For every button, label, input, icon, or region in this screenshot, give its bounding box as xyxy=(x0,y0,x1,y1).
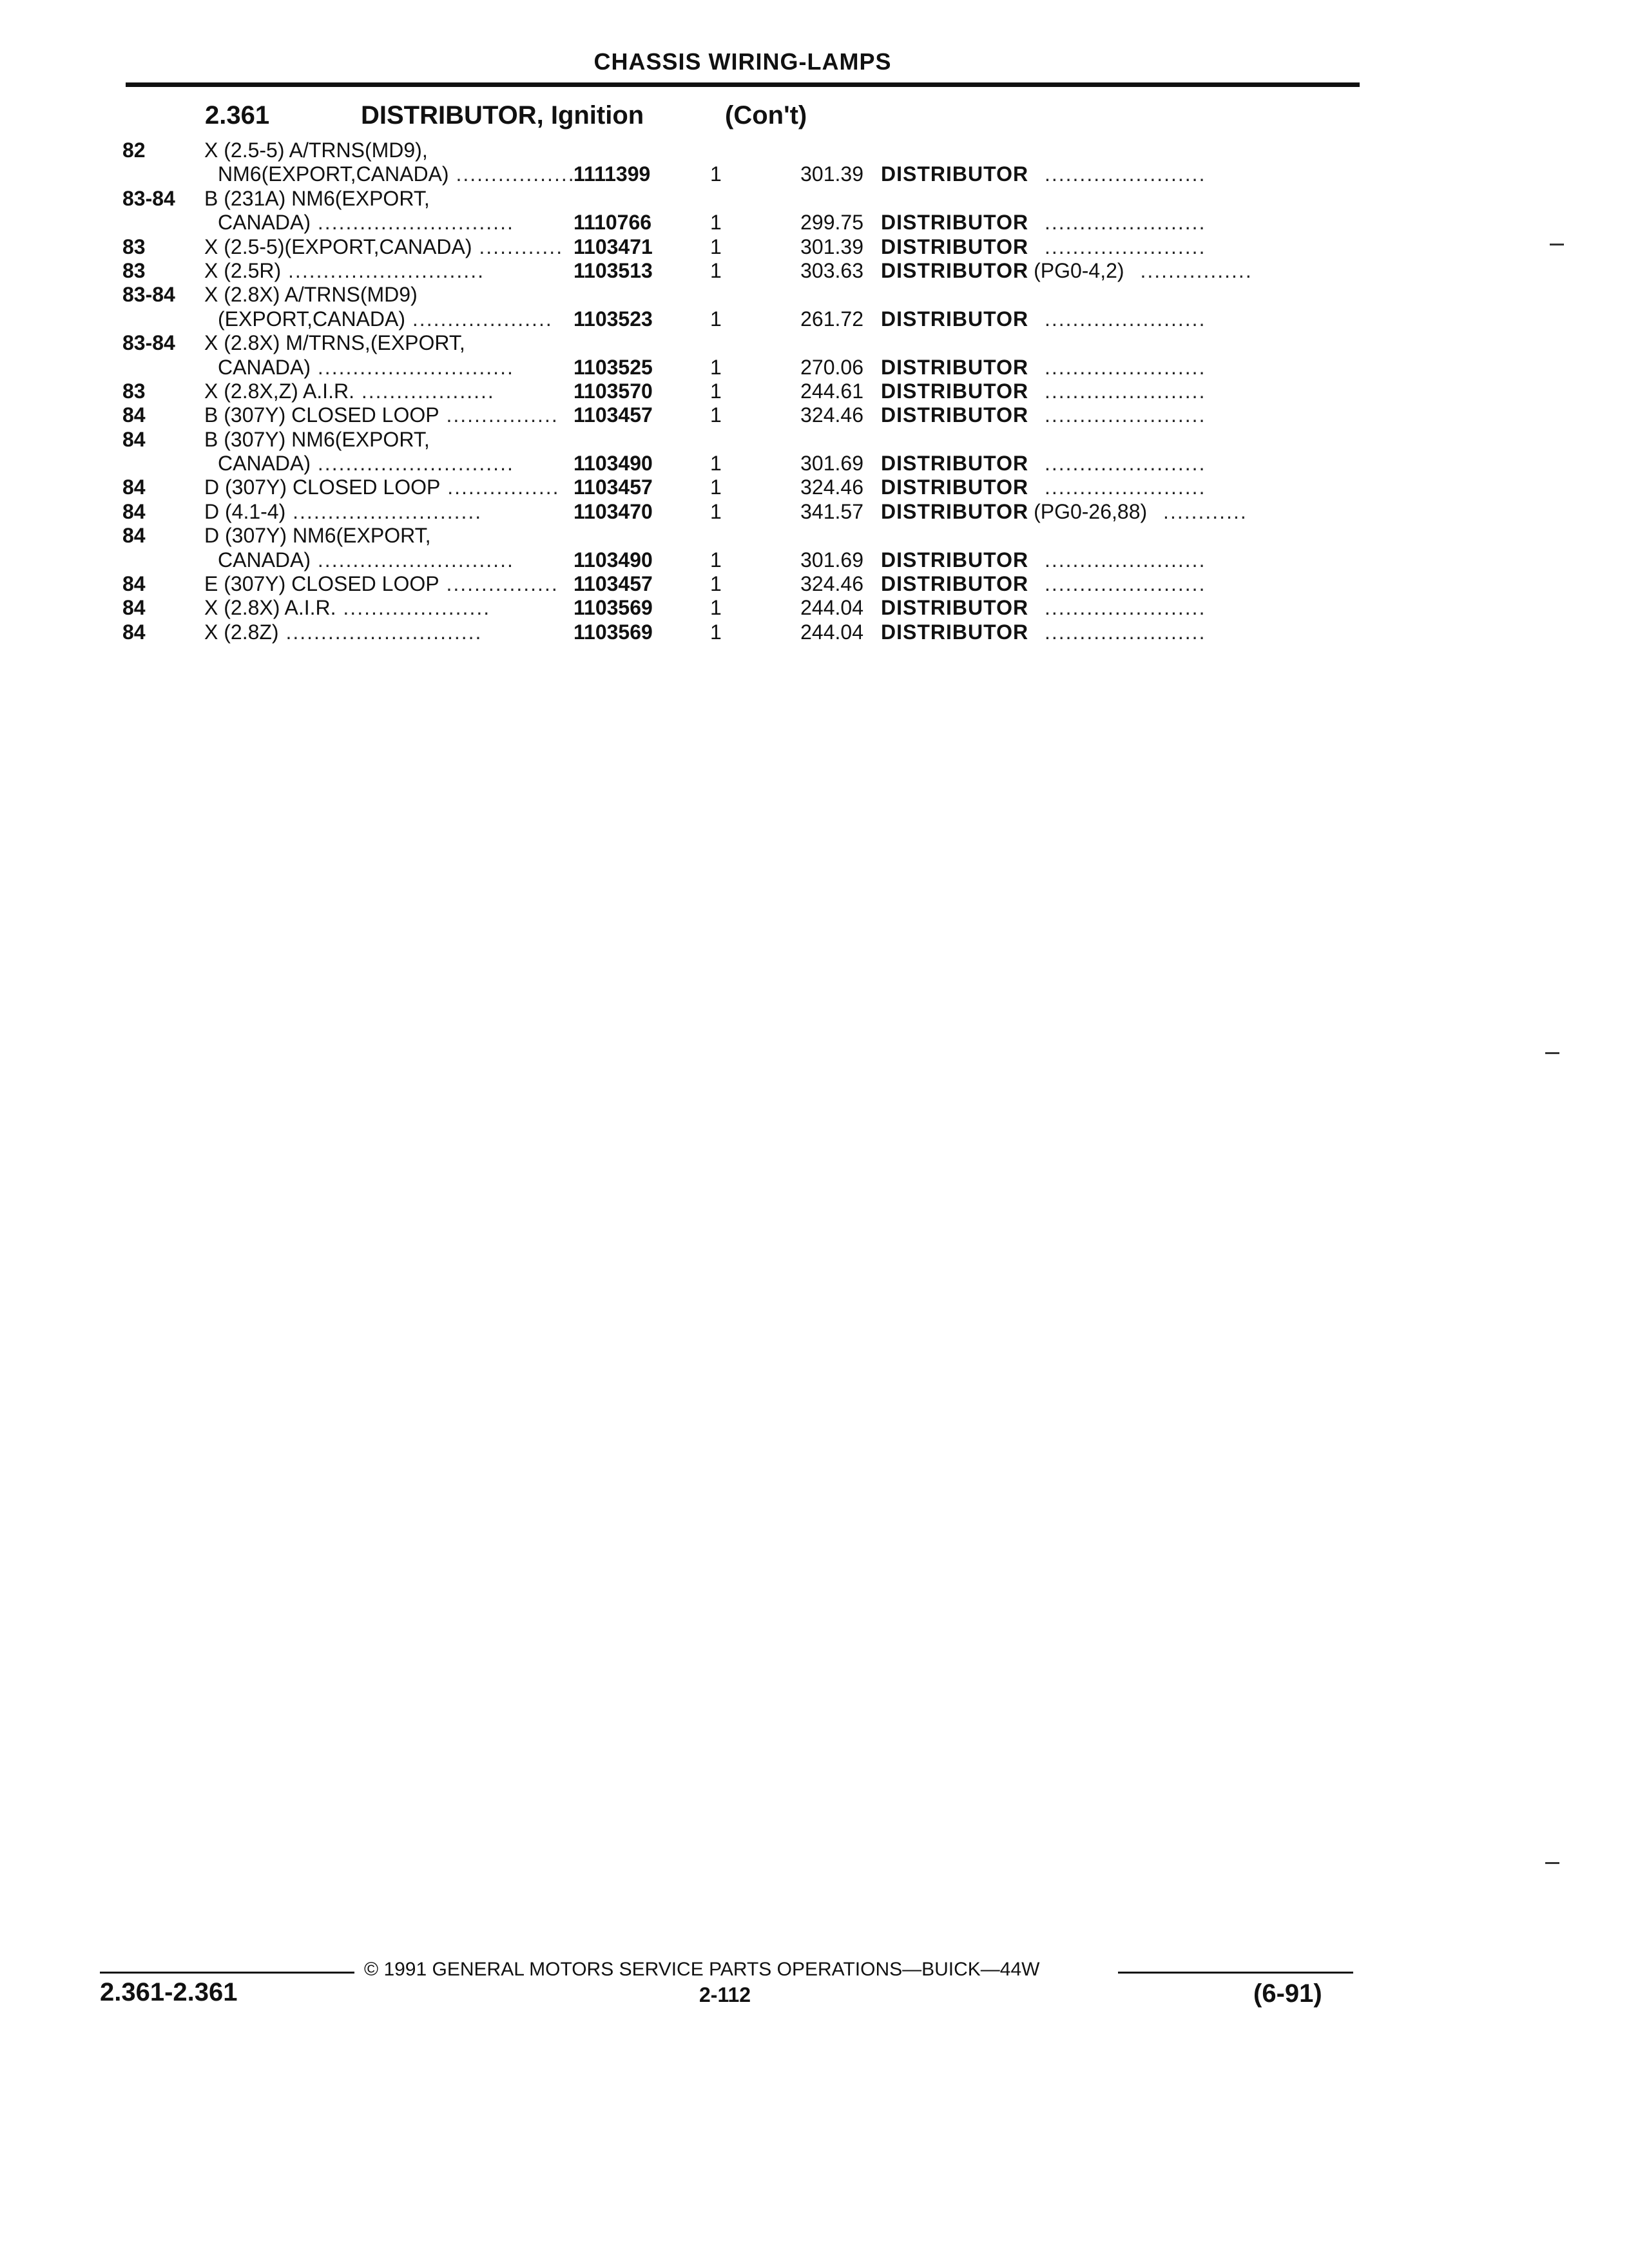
description-cell xyxy=(204,596,490,620)
part-number-cell: 1111399 xyxy=(574,162,651,186)
description-cell xyxy=(204,235,563,259)
part-name-cell xyxy=(881,356,1206,380)
year-cell: 83-84 xyxy=(122,331,175,355)
part-name-cell xyxy=(881,476,1206,499)
leader-dots: ............................ xyxy=(278,620,483,644)
description-text: X (2.5-5) A/TRNS(MD9), xyxy=(204,139,428,162)
table-row xyxy=(122,331,1363,355)
part-name-text: DISTRIBUTOR xyxy=(881,355,1029,379)
part-number-cell: 1103513 xyxy=(574,258,653,282)
year-cell: 83-84 xyxy=(122,186,175,210)
part-number-cell: 1103569 xyxy=(574,620,653,644)
leader-dots: ................ xyxy=(1133,258,1253,282)
quantity-cell: 1 xyxy=(710,620,722,644)
part-name-text: DISTRIBUTOR xyxy=(881,403,1029,427)
part-name-text: DISTRIBUTOR xyxy=(881,307,1029,331)
part-name-cell xyxy=(881,548,1206,572)
part-name-text: DISTRIBUTOR xyxy=(881,572,1029,596)
description-text: D (4.1-4) xyxy=(204,499,286,523)
leader-dots: ............................ xyxy=(311,355,514,379)
description-text: X (2.5-5)(EXPORT,CANADA) xyxy=(204,235,472,258)
price-cell: 301.69 xyxy=(800,548,863,572)
quantity-cell: 1 xyxy=(710,235,722,258)
part-number-cell: 1103569 xyxy=(574,596,653,620)
page-header-title: CHASSIS WIRING-LAMPS xyxy=(593,48,892,75)
part-number-cell: 1103490 xyxy=(574,452,653,476)
description-text: CANADA) xyxy=(218,211,311,235)
description-text: X (2.8X) A.I.R. xyxy=(204,596,336,620)
description-cell xyxy=(204,476,559,499)
part-name-cell xyxy=(881,380,1206,403)
description-cell xyxy=(218,162,575,186)
footer-rule-left xyxy=(100,1972,354,1974)
leader-dots: ....................... xyxy=(1037,452,1206,476)
price-cell: 301.39 xyxy=(800,235,863,258)
part-number-cell: 1110766 xyxy=(574,211,652,235)
part-name-text: DISTRIBUTOR xyxy=(881,258,1029,282)
leader-dots: ....................... xyxy=(1037,379,1206,403)
description-text: (EXPORT,CANADA) xyxy=(218,307,406,331)
header-rule xyxy=(126,82,1360,87)
part-number-cell: 1103457 xyxy=(574,403,653,427)
part-name-cell xyxy=(881,259,1253,283)
table-row xyxy=(122,211,1363,235)
leader-dots: ....................... xyxy=(1037,162,1206,186)
quantity-cell: 1 xyxy=(710,162,722,186)
part-name-cell xyxy=(881,452,1206,476)
description-cell xyxy=(218,548,514,572)
part-number-cell: 1103471 xyxy=(574,235,653,258)
description-text: X (2.8X) A/TRNS(MD9) xyxy=(204,283,418,307)
quantity-cell: 1 xyxy=(710,307,722,331)
part-name-text: DISTRIBUTOR xyxy=(881,499,1029,523)
description-cell xyxy=(204,524,431,548)
description-cell xyxy=(218,211,514,235)
margin-mark xyxy=(1545,1862,1559,1864)
description-cell xyxy=(204,572,559,596)
description-text: B (307Y) NM6(EXPORT, xyxy=(204,427,430,451)
leader-dots: ............................ xyxy=(311,211,514,235)
description-text: B (307Y) CLOSED LOOP xyxy=(204,403,439,427)
description-cell xyxy=(204,620,482,644)
part-number-cell: 1103457 xyxy=(574,572,653,596)
part-name-cell xyxy=(881,235,1206,259)
leader-dots: ....................... xyxy=(1037,307,1206,331)
quantity-cell: 1 xyxy=(710,403,722,427)
part-name-cell xyxy=(881,307,1206,331)
quantity-cell: 1 xyxy=(710,452,722,476)
price-cell: 303.63 xyxy=(800,258,863,282)
description-text: D (307Y) CLOSED LOOP xyxy=(204,476,441,499)
table-row xyxy=(122,452,1363,476)
table-row xyxy=(122,307,1363,331)
year-cell: 84 xyxy=(122,524,146,548)
description-text: NM6(EXPORT,CANADA) xyxy=(218,162,449,186)
leader-dots: ..................... xyxy=(336,596,491,620)
quantity-cell: 1 xyxy=(710,499,722,523)
description-cell xyxy=(204,187,430,211)
table-row xyxy=(122,380,1363,403)
leader-dots: ................ xyxy=(439,572,559,596)
leader-dots: ....................... xyxy=(1037,572,1206,596)
description-cell xyxy=(204,259,485,283)
part-number-cell: 1103490 xyxy=(574,548,653,572)
description-cell xyxy=(218,307,553,331)
year-cell: 83 xyxy=(122,235,146,258)
price-cell: 244.61 xyxy=(800,379,863,403)
footer-page-number: 2-112 xyxy=(699,1983,751,2006)
table-row xyxy=(122,572,1363,596)
part-number-cell: 1103457 xyxy=(574,476,653,499)
leader-dots: ............................ xyxy=(311,452,514,476)
price-cell: 301.39 xyxy=(800,162,863,186)
leader-dots: ............................ xyxy=(281,258,485,282)
price-cell: 324.46 xyxy=(800,403,863,427)
price-cell: 341.57 xyxy=(800,499,863,523)
parts-table xyxy=(122,139,1363,644)
section-name: DISTRIBUTOR, Ignition xyxy=(361,101,644,130)
description-text: X (2.5R) xyxy=(204,258,282,282)
leader-dots: ............................ xyxy=(311,548,514,572)
part-name-cell xyxy=(881,620,1206,644)
price-cell: 324.46 xyxy=(800,572,863,596)
section-number: 2.361 xyxy=(205,101,270,130)
part-name-cell xyxy=(881,572,1206,596)
description-cell xyxy=(204,403,559,427)
leader-dots: ....................... xyxy=(1037,596,1206,620)
year-cell: 84 xyxy=(122,499,146,523)
year-cell: 84 xyxy=(122,476,146,499)
year-cell: 83-84 xyxy=(122,283,175,307)
leader-dots: ................... xyxy=(354,379,495,403)
table-row xyxy=(122,139,1363,162)
part-number-cell: 1103470 xyxy=(574,499,653,523)
table-row xyxy=(122,476,1363,499)
table-row xyxy=(122,500,1363,524)
table-row xyxy=(122,403,1363,427)
footer-rule-right xyxy=(1118,1972,1353,1974)
description-text: X (2.8X) M/TRNS,(EXPORT, xyxy=(204,331,465,355)
part-name-text: DISTRIBUTOR xyxy=(881,235,1029,258)
year-cell: 83 xyxy=(122,379,146,403)
part-name-cell xyxy=(881,211,1206,235)
leader-dots: ....................... xyxy=(1037,548,1206,572)
part-name-note: (PG0-4,2) xyxy=(1034,258,1124,282)
leader-dots: ................. xyxy=(448,162,575,186)
table-row xyxy=(122,235,1363,259)
leader-dots: ........................... xyxy=(285,499,483,523)
description-text: CANADA) xyxy=(218,548,311,572)
part-number-cell: 1103525 xyxy=(574,355,653,379)
year-cell: 84 xyxy=(122,596,146,620)
quantity-cell: 1 xyxy=(710,572,722,596)
quantity-cell: 1 xyxy=(710,596,722,620)
price-cell: 244.04 xyxy=(800,596,863,620)
quantity-cell: 1 xyxy=(710,211,722,235)
description-text: CANADA) xyxy=(218,355,311,379)
leader-dots: ....................... xyxy=(1037,355,1206,379)
description-cell xyxy=(204,500,482,524)
description-cell xyxy=(204,139,428,162)
description-cell xyxy=(204,428,430,452)
description-cell xyxy=(218,452,514,476)
part-name-cell xyxy=(881,596,1206,620)
table-row xyxy=(122,524,1363,548)
part-name-cell xyxy=(881,500,1248,524)
description-text: CANADA) xyxy=(218,452,311,476)
description-text: E (307Y) CLOSED LOOP xyxy=(204,572,439,596)
leader-dots: ....................... xyxy=(1037,403,1206,427)
leader-dots: ....................... xyxy=(1037,211,1206,235)
price-cell: 324.46 xyxy=(800,476,863,499)
description-text: B (231A) NM6(EXPORT, xyxy=(204,186,430,210)
quantity-cell: 1 xyxy=(710,548,722,572)
part-name-text: DISTRIBUTOR xyxy=(881,452,1029,476)
description-text: D (307Y) NM6(EXPORT, xyxy=(204,524,431,548)
footer-copyright: © 1991 GENERAL MOTORS SERVICE PARTS OPERATIONS—BUICK—44W xyxy=(364,1959,1040,1980)
table-row xyxy=(122,596,1363,620)
leader-dots: ....................... xyxy=(1037,620,1206,644)
part-name-cell xyxy=(881,162,1206,186)
table-row xyxy=(122,620,1363,644)
description-cell xyxy=(204,380,495,403)
section-continued: (Con't) xyxy=(725,101,807,130)
description-cell xyxy=(218,356,514,380)
table-row xyxy=(122,187,1363,211)
year-cell: 84 xyxy=(122,427,146,451)
year-cell: 84 xyxy=(122,620,146,644)
part-name-text: DISTRIBUTOR xyxy=(881,476,1029,499)
part-name-text: DISTRIBUTOR xyxy=(881,620,1029,644)
leader-dots: ....................... xyxy=(1037,476,1206,499)
quantity-cell: 1 xyxy=(710,258,722,282)
price-cell: 244.04 xyxy=(800,620,863,644)
year-cell: 82 xyxy=(122,139,146,162)
price-cell: 301.69 xyxy=(800,452,863,476)
leader-dots: ....................... xyxy=(1037,235,1206,258)
part-number-cell: 1103523 xyxy=(574,307,653,331)
description-text: X (2.8Z) xyxy=(204,620,279,644)
leader-dots: ............ xyxy=(472,235,564,258)
leader-dots: .................... xyxy=(405,307,553,331)
price-cell: 270.06 xyxy=(800,355,863,379)
year-cell: 84 xyxy=(122,572,146,596)
table-row xyxy=(122,356,1363,380)
year-cell: 84 xyxy=(122,403,146,427)
part-name-cell xyxy=(881,403,1206,427)
quantity-cell: 1 xyxy=(710,355,722,379)
part-name-note: (PG0-26,88) xyxy=(1034,499,1148,523)
quantity-cell: 1 xyxy=(710,476,722,499)
description-cell xyxy=(204,331,465,355)
part-name-text: DISTRIBUTOR xyxy=(881,162,1029,186)
year-cell: 83 xyxy=(122,258,146,282)
part-name-text: DISTRIBUTOR xyxy=(881,379,1029,403)
table-row xyxy=(122,162,1363,186)
description-cell xyxy=(204,283,418,307)
margin-mark xyxy=(1550,244,1564,245)
price-cell: 261.72 xyxy=(800,307,863,331)
table-row xyxy=(122,259,1363,283)
table-row xyxy=(122,548,1363,572)
leader-dots: ............ xyxy=(1156,499,1248,523)
leader-dots: ................ xyxy=(440,476,560,499)
leader-dots: ................ xyxy=(439,403,559,427)
footer-section-range: 2.361-2.361 xyxy=(100,1978,238,2006)
price-cell: 299.75 xyxy=(800,211,863,235)
quantity-cell: 1 xyxy=(710,379,722,403)
part-name-text: DISTRIBUTOR xyxy=(881,211,1029,235)
footer-date-code: (6-91) xyxy=(1253,1979,1322,2008)
table-row xyxy=(122,428,1363,452)
part-name-text: DISTRIBUTOR xyxy=(881,596,1029,620)
margin-mark xyxy=(1545,1052,1559,1054)
part-number-cell: 1103570 xyxy=(574,379,653,403)
description-text: X (2.8X,Z) A.I.R. xyxy=(204,379,354,403)
part-name-text: DISTRIBUTOR xyxy=(881,548,1029,572)
table-row xyxy=(122,283,1363,307)
